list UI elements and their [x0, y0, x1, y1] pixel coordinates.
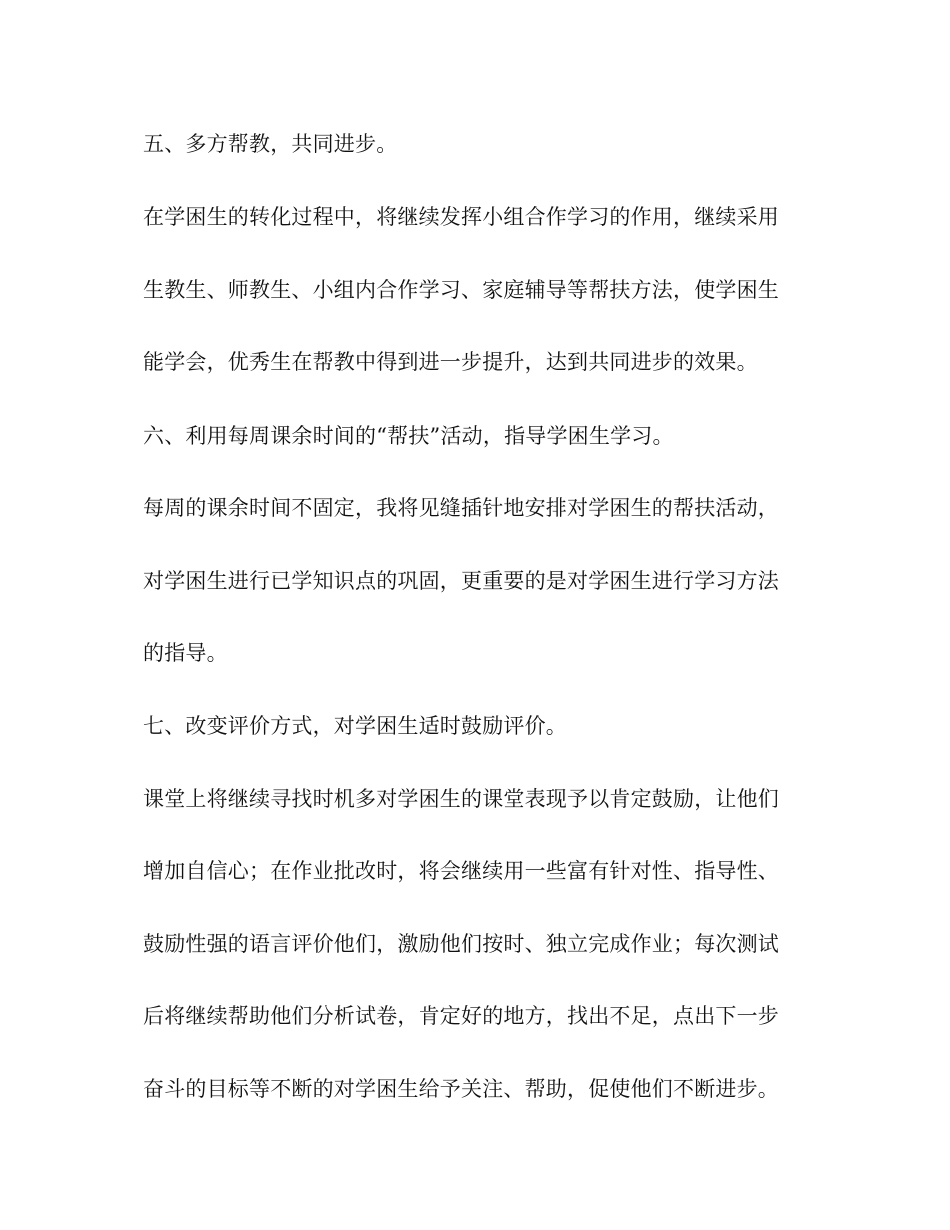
section-heading-6: 六、利用每周课余时间的“帮扶”活动，指导学困生学习。 [143, 424, 674, 448]
paragraph-line: 对学困生进行已学知识点的巩固，更重要的是对学困生进行学习方法 [143, 569, 779, 593]
section-heading-7: 七、改变评价方式，对学困生适时鼓励评价。 [143, 714, 567, 738]
paragraph-line: 每周的课余时间不固定，我将见缝插针地安排对学困生的帮扶活动， [143, 496, 779, 520]
paragraph-line: 的指导。 [143, 641, 228, 665]
paragraph-line: 课堂上将继续寻找时机多对学困生的课堂表现予以肯定鼓励，让他们 [143, 787, 779, 811]
paragraph-line: 在学困生的转化过程中，将继续发挥小组合作学习的作用，继续采用 [143, 205, 779, 229]
paragraph-line: 鼓励性强的语言评价他们，激励他们按时、独立完成作业；每次测试 [143, 932, 779, 956]
paragraph-line: 生教生、师教生、小组内合作学习、家庭辅导等帮扶方法，使学困生 [143, 278, 779, 302]
section-heading-5: 五、多方帮教，共同进步。 [143, 132, 398, 156]
paragraph-line: 能学会，优秀生在帮教中得到进一步提升，达到共同进步的效果。 [143, 350, 758, 374]
paragraph-line: 奋斗的目标等不断的对学困生给予关注、帮助，促使他们不断进步。 [143, 1077, 779, 1101]
paragraph-line: 增加自信心；在作业批改时，将会继续用一些富有针对性、指导性、 [143, 859, 779, 883]
paragraph-line: 后将继续帮助他们分析试卷，肯定好的地方，找出不足，点出下一步 [143, 1004, 779, 1028]
